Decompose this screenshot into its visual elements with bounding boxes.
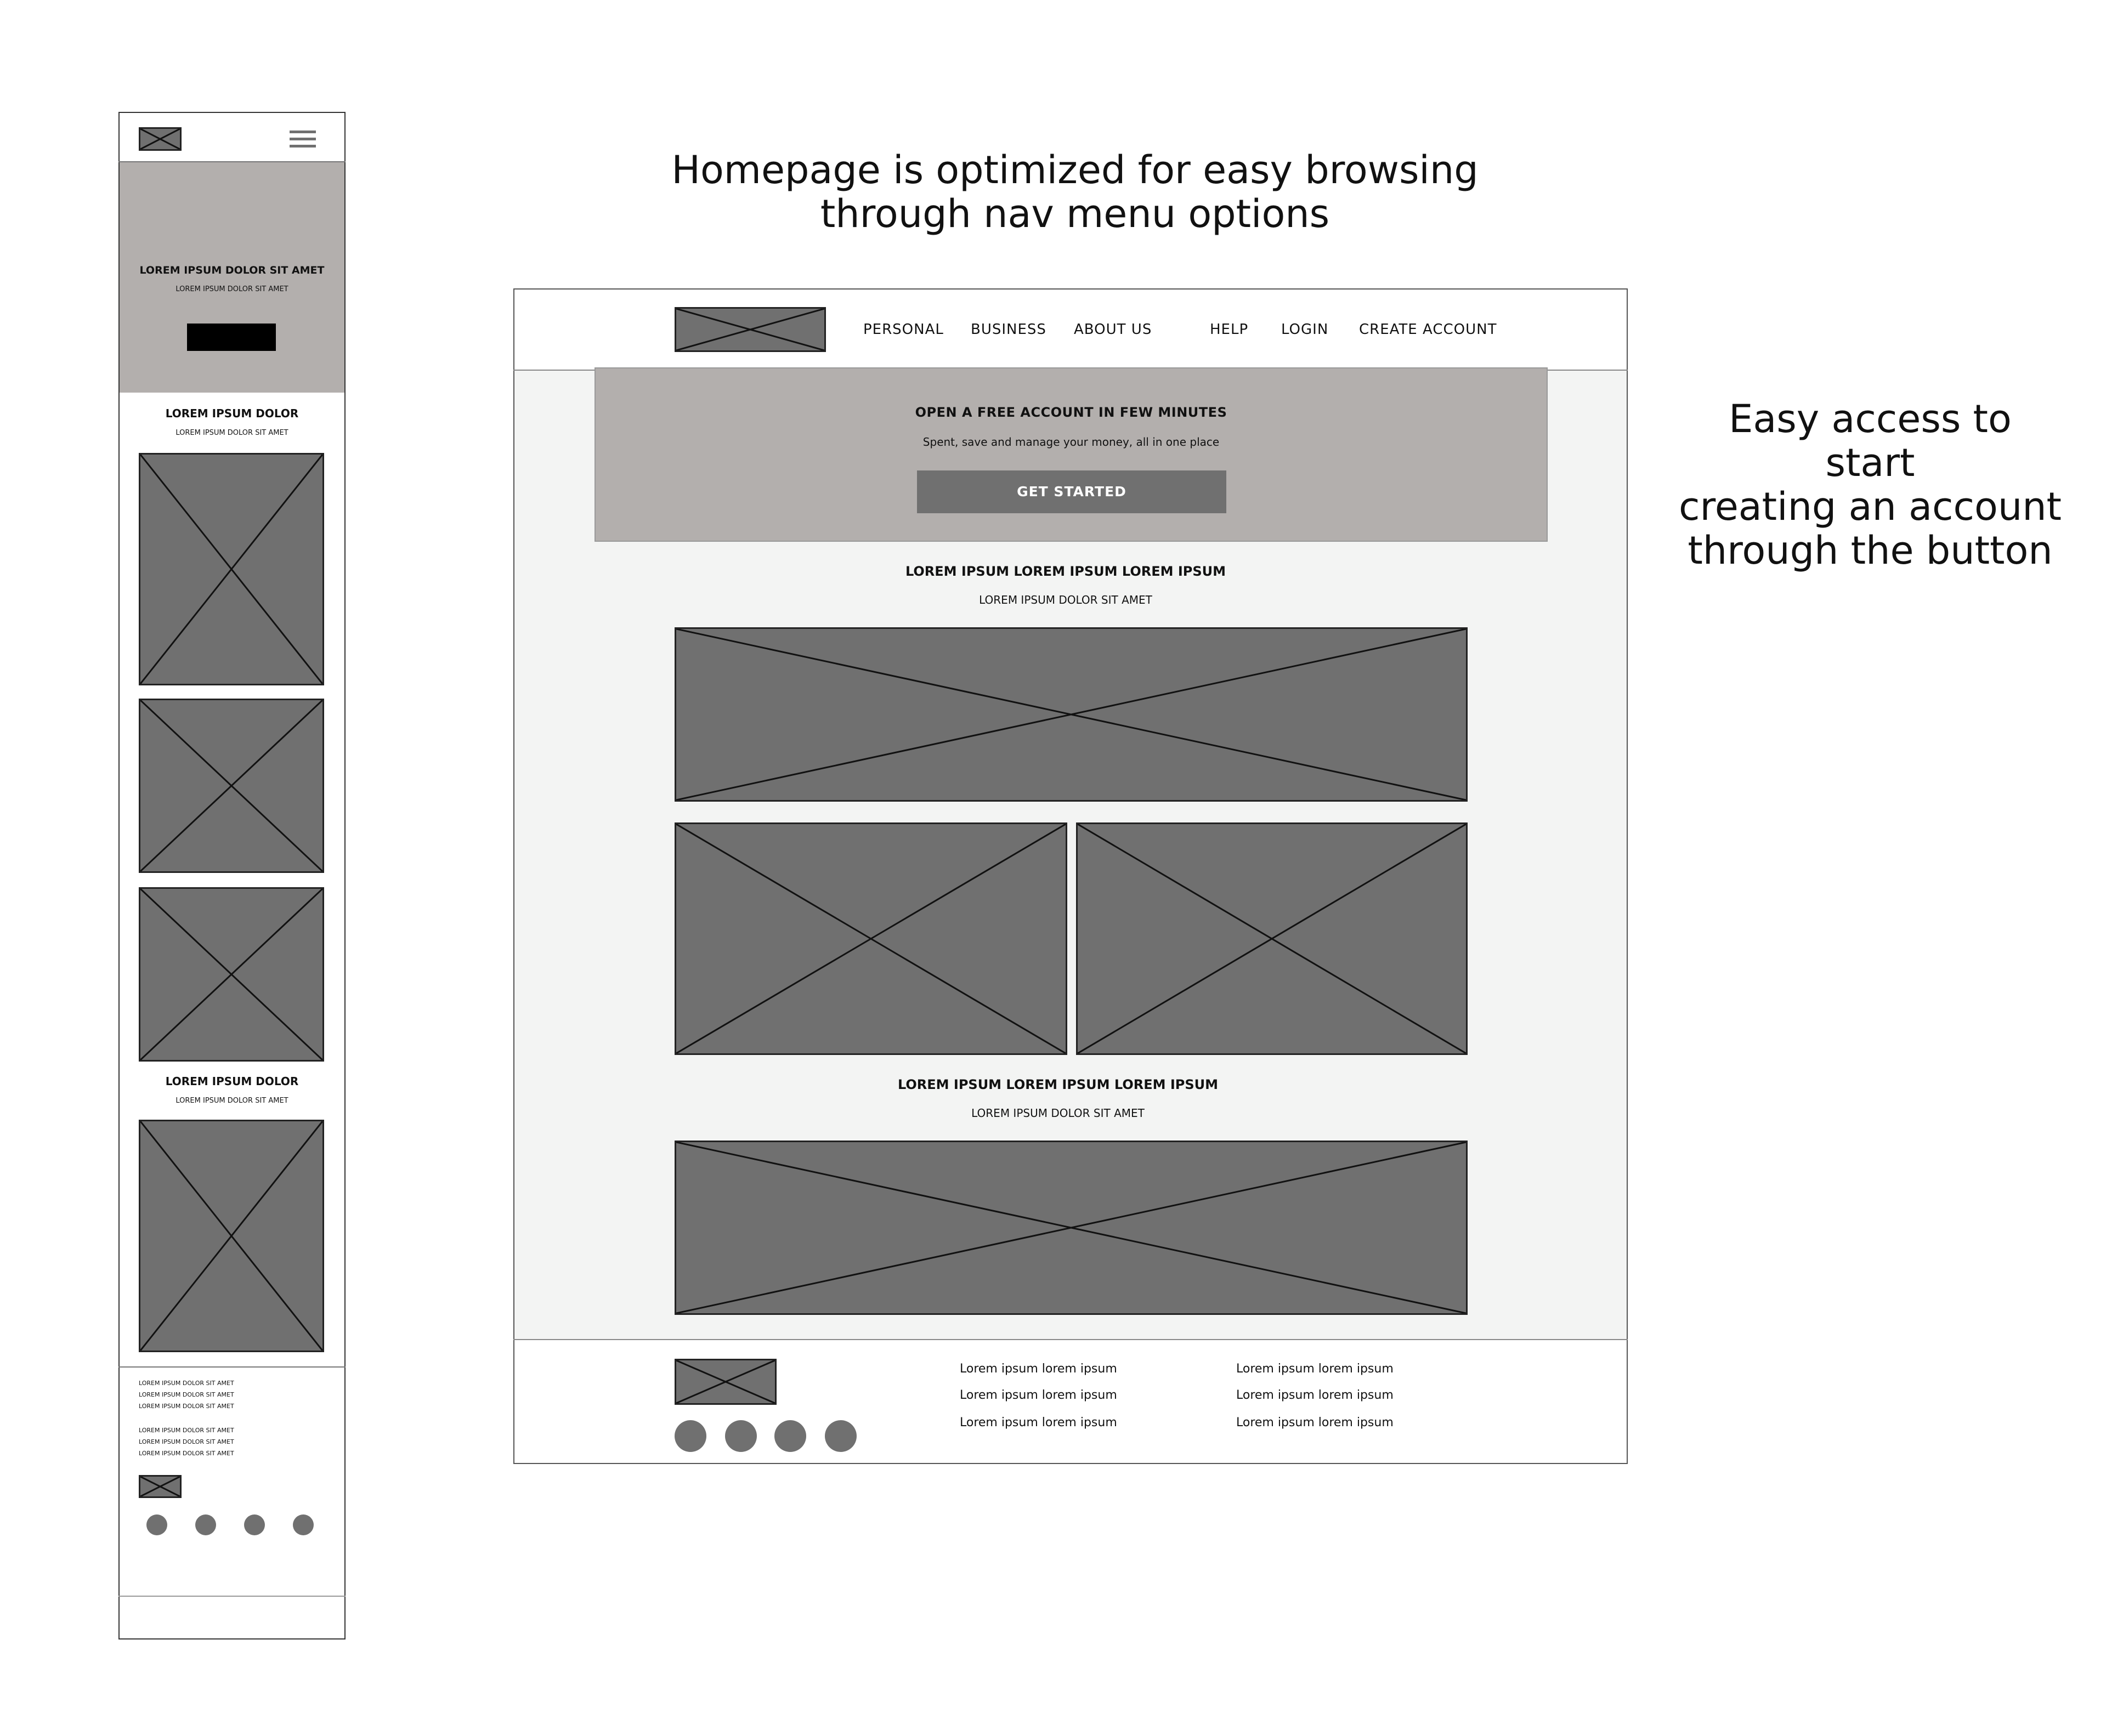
mobile-footer-link[interactable]: LOREM IPSUM DOLOR SIT AMET (139, 1438, 234, 1445)
mobile-footer-link[interactable]: LOREM IPSUM DOLOR SIT AMET (139, 1450, 234, 1457)
mobile-footer-link[interactable]: LOREM IPSUM DOLOR SIT AMET (139, 1403, 234, 1410)
mobile-hero-button[interactable] (187, 324, 276, 351)
image-placeholder-icon (140, 1477, 180, 1496)
mobile-logo-placeholder[interactable] (139, 127, 182, 151)
image-placeholder-icon (140, 1121, 322, 1351)
image-placeholder-icon (140, 455, 322, 684)
mobile-section2-title: LOREM IPSUM DOLOR (165, 1075, 299, 1088)
nav-create-account[interactable]: CREATE ACCOUNT (1359, 321, 1497, 338)
annotation-top-line2: through nav menu options (820, 191, 1330, 236)
footer-link[interactable]: Lorem ipsum lorem ipsum (960, 1388, 1117, 1402)
nav-login[interactable]: LOGIN (1281, 321, 1329, 338)
desktop-footer-logo-placeholder[interactable] (675, 1359, 777, 1405)
social-icon-2[interactable] (725, 1420, 757, 1452)
footer-link[interactable]: Lorem ipsum lorem ipsum (1236, 1388, 1394, 1402)
desktop-hero (595, 367, 1548, 542)
desktop-section2-title: LOREM IPSUM LOREM IPSUM LOREM IPSUM (897, 1077, 1219, 1092)
annotation-side-line2: creating an account (1678, 484, 2062, 529)
annotation-top (625, 148, 1525, 236)
mobile-footer-divider (118, 1366, 346, 1368)
mobile-social-icon-2[interactable] (195, 1514, 216, 1535)
desktop-logo-placeholder[interactable] (675, 307, 826, 352)
mobile-section1-subtitle: LOREM IPSUM DOLOR SIT AMET (176, 429, 288, 437)
mobile-image-placeholder-1[interactable] (139, 453, 324, 685)
footer-link[interactable]: Lorem ipsum lorem ipsum (1236, 1416, 1394, 1429)
social-icon-4[interactable] (825, 1420, 857, 1452)
mobile-image-placeholder-3[interactable] (139, 887, 324, 1062)
mobile-hero (120, 162, 344, 393)
desktop-banner-placeholder-1[interactable] (675, 627, 1468, 802)
mobile-footer-link[interactable]: LOREM IPSUM DOLOR SIT AMET (139, 1391, 234, 1398)
image-placeholder-icon (676, 309, 824, 350)
nav-about-us[interactable]: ABOUT US (1074, 321, 1152, 338)
desktop-section1-title: LOREM IPSUM LOREM IPSUM LOREM IPSUM (905, 564, 1226, 579)
mobile-social-icon-4[interactable] (293, 1514, 314, 1535)
desktop-section2-subtitle: LOREM IPSUM DOLOR SIT AMET (971, 1107, 1145, 1120)
social-icon-1[interactable] (675, 1420, 706, 1452)
desktop-hero-subtitle: Spent, save and manage your money, all in one place (922, 435, 1220, 449)
mobile-footer-link[interactable]: LOREM IPSUM DOLOR SIT AMET (139, 1427, 234, 1434)
desktop-card-placeholder-left[interactable] (675, 822, 1067, 1055)
desktop-card-placeholder-right[interactable] (1076, 822, 1468, 1055)
nav-business[interactable]: BUSINESS (971, 321, 1046, 338)
get-started-button[interactable]: GET STARTED (917, 470, 1226, 513)
annotation-side (1678, 397, 2062, 572)
mobile-social-icon-3[interactable] (244, 1514, 265, 1535)
footer-link[interactable]: Lorem ipsum lorem ipsum (960, 1362, 1117, 1376)
image-placeholder-icon (676, 824, 1066, 1053)
desktop-footer-divider (513, 1339, 1628, 1340)
image-placeholder-icon (140, 129, 180, 149)
annotation-side-line1: Easy access to start (1729, 396, 2012, 485)
annotation-top-line1: Homepage is optimized for easy browsing (671, 147, 1479, 192)
mobile-section2-subtitle: LOREM IPSUM DOLOR SIT AMET (176, 1097, 288, 1105)
mobile-bottom-divider (118, 1596, 346, 1597)
footer-link[interactable]: Lorem ipsum lorem ipsum (960, 1416, 1117, 1429)
image-placeholder-icon (676, 1360, 775, 1403)
image-placeholder-icon (140, 700, 322, 871)
image-placeholder-icon (1078, 824, 1466, 1053)
mobile-footer-link[interactable]: LOREM IPSUM DOLOR SIT AMET (139, 1380, 234, 1387)
annotation-side-line3: through the button (1688, 528, 2053, 573)
mobile-hero-subtitle: LOREM IPSUM DOLOR SIT AMET (176, 285, 288, 293)
image-placeholder-icon (676, 629, 1466, 800)
image-placeholder-icon (676, 1142, 1466, 1313)
desktop-banner-placeholder-2[interactable] (675, 1141, 1468, 1315)
hamburger-menu-icon[interactable] (290, 131, 316, 148)
desktop-hero-title: OPEN A FREE ACCOUNT IN FEW MINUTES (915, 405, 1227, 420)
mobile-social-icon-1[interactable] (146, 1514, 167, 1535)
image-placeholder-icon (140, 889, 322, 1060)
mobile-hero-title: LOREM IPSUM DOLOR SIT AMET (139, 264, 325, 276)
mobile-footer-logo-placeholder[interactable] (139, 1475, 182, 1498)
mobile-image-placeholder-4[interactable] (139, 1120, 324, 1352)
nav-personal[interactable]: PERSONAL (863, 321, 944, 338)
footer-link[interactable]: Lorem ipsum lorem ipsum (1236, 1362, 1394, 1376)
mobile-image-placeholder-2[interactable] (139, 699, 324, 873)
nav-help[interactable]: HELP (1210, 321, 1249, 338)
social-icon-3[interactable] (774, 1420, 806, 1452)
mobile-section1-title: LOREM IPSUM DOLOR (165, 407, 299, 420)
desktop-section1-subtitle: LOREM IPSUM DOLOR SIT AMET (979, 593, 1152, 606)
